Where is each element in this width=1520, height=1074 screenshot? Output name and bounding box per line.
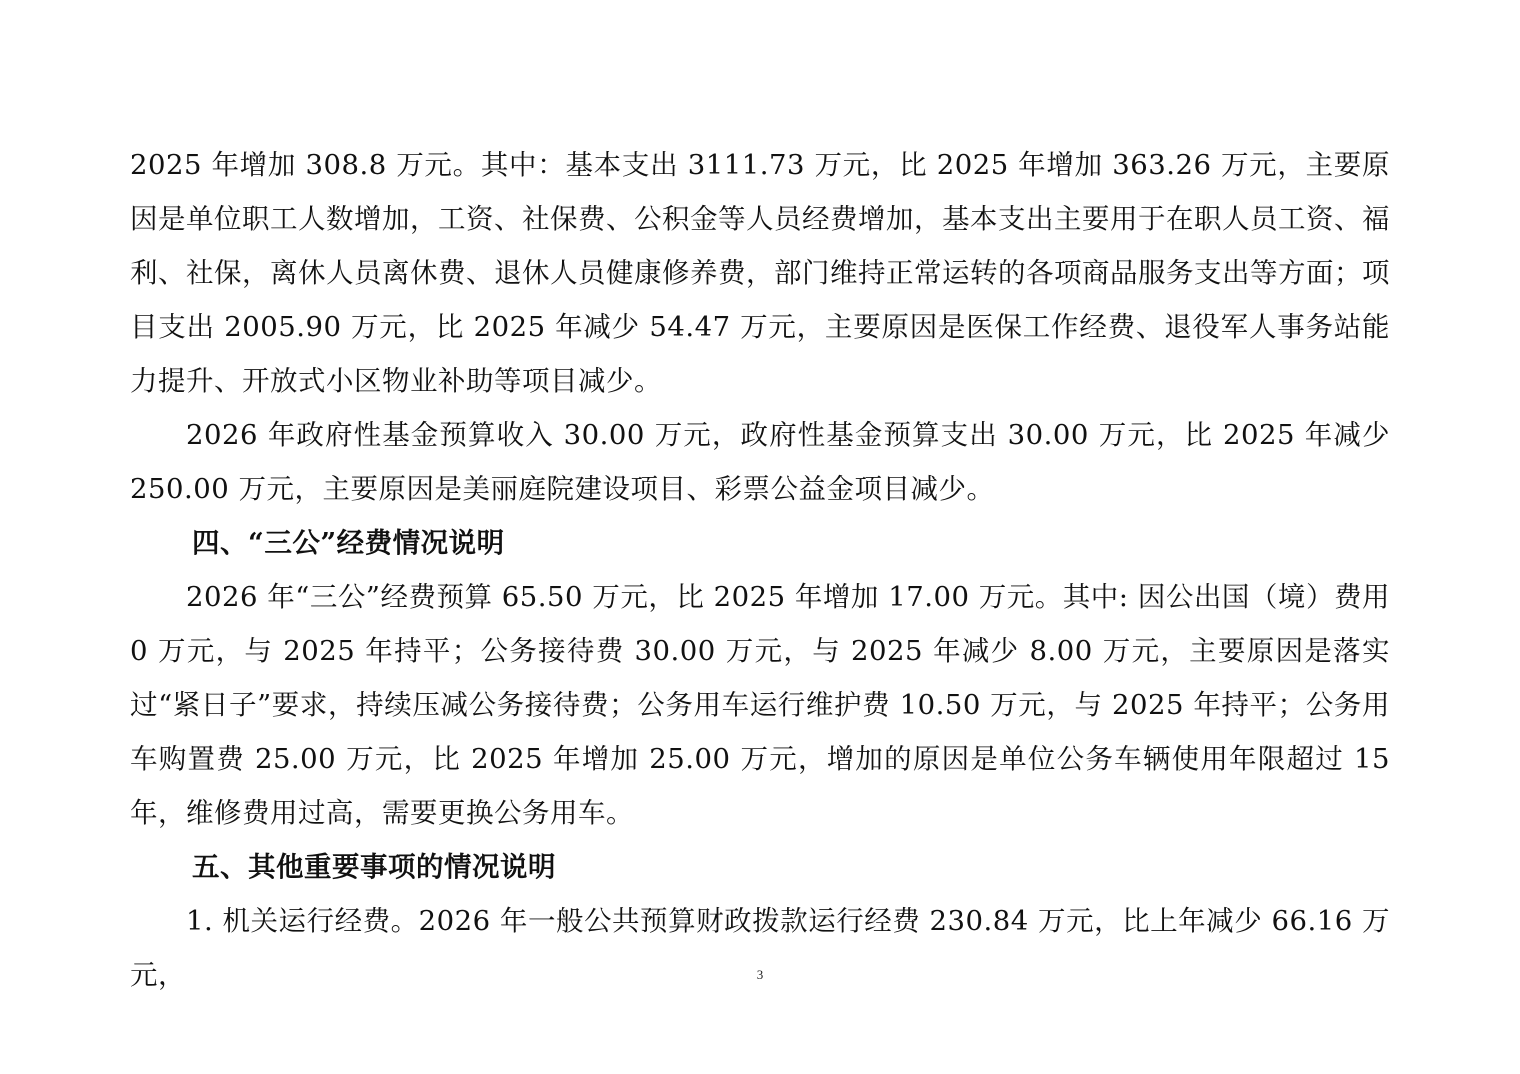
- section-heading-other-matters: 五、其他重要事项的情况说明: [192, 851, 556, 883]
- paragraph-office-operating-costs: 1. 机关运行经费。2026 年一般公共预算财政拨款运行经费 230.84 万元，比上年减少 66.16 万元，: [130, 905, 1390, 991]
- page-number: 3: [756, 967, 764, 982]
- paragraph-expenditure-breakdown: 2025 年增加 308.8 万元。其中：基本支出 3111.73 万元，比 2025 年增加 363.26 万元，主要原因是单位职工人数增加，工资、社保费、公积金等人员经费增加，基本支出主要用于在职人员工资、福利、社保，离休人员离休费、退休人员健康修养费，部门维持正常运转的各项商品服务支出等方面；项目支出 2005.90 万元，比 2025 年减少 54.47 万元，主要原因是医保工作经费、退役军人事务站能力提升、开放式小区物业补助等项目减少。: [130, 149, 1390, 397]
- document-body: [130, 138, 1390, 1002]
- paragraph-three-public-expenses: 2026 年“三公”经费预算 65.50 万元，比 2025 年增加 17.00 万元。其中: 因公出国（境）费用 0 万元，与 2025 年持平；公务接待费 30.00 万元，与 2025 年减少 8.00 万元，主要原因是落实过“紧日子”要求，持续压减公务接待费；公务用车运行维护费 10.50 万元，与 2025 年持平；公务用车购置费 25.00 万元，比 2025 年增加 25.00 万元，增加的原因是单位公务车辆使用年限超过 15 年，维修费用过高，需要更换公务用车。: [130, 581, 1390, 829]
- section-heading-three-public-expenses: 四、“三公”经费情况说明: [192, 527, 505, 559]
- paragraph-government-fund-budget: 2026 年政府性基金预算收入 30.00 万元，政府性基金预算支出 30.00 万元，比 2025 年减少 250.00 万元，主要原因是美丽庭院建设项目、彩票公益金项目减少。: [130, 419, 1390, 505]
